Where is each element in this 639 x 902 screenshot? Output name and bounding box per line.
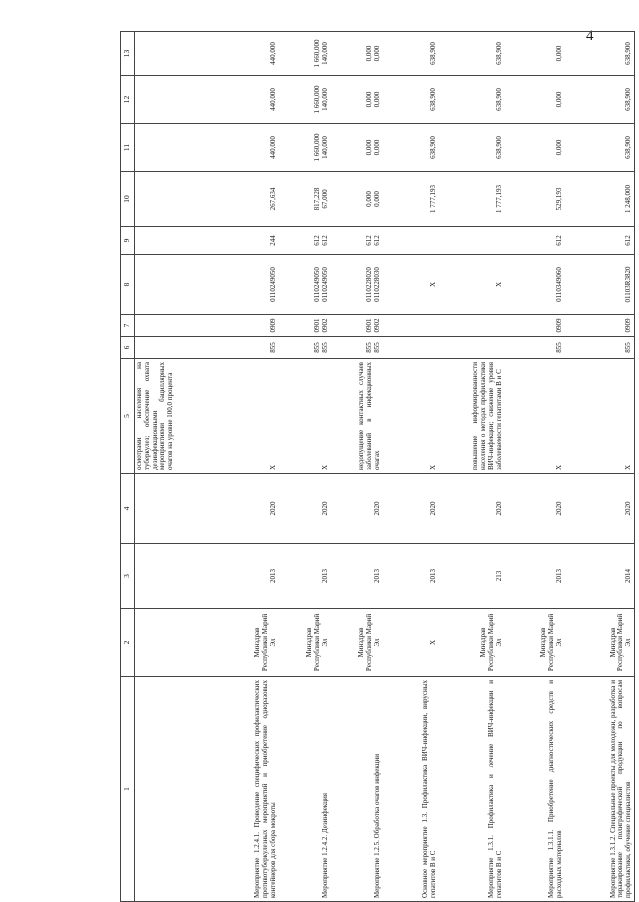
grbs-code-cell: 855 855 bbox=[279, 337, 331, 359]
grbs-code-cell bbox=[135, 337, 219, 359]
expense-type-cell bbox=[135, 227, 219, 255]
executor-cell: Минздрав Республики Марий Эл bbox=[439, 609, 505, 677]
amount-col10-cell: 1 248,000 bbox=[565, 172, 635, 227]
executor-cell bbox=[135, 609, 219, 677]
amount-col13-cell: 638,900 bbox=[383, 32, 439, 76]
amount-col13-cell: 0,000 bbox=[505, 32, 565, 76]
measure-name-cell: Основное мероприятие 1.3. Профилактика ВИЧ-инфекции, вирусных гепатитов В и С bbox=[383, 677, 439, 902]
table-row bbox=[219, 32, 279, 902]
target-article-cell: X bbox=[383, 255, 439, 315]
expense-type-cell bbox=[383, 227, 439, 255]
expense-type-cell bbox=[439, 227, 505, 255]
column-number: 10 bbox=[121, 172, 135, 227]
measure-name-cell: Мероприятие 1.3.1. Профилактика и лечение ВИЧ-инфекции и гепатитов В и С bbox=[439, 677, 505, 902]
target-article-cell: 0110249050 0110249050 bbox=[279, 255, 331, 315]
table-row bbox=[279, 32, 331, 902]
amount-col12-cell: 638,900 bbox=[565, 76, 635, 124]
column-number: 4 bbox=[121, 474, 135, 544]
target-article-cell: X bbox=[439, 255, 505, 315]
amount-col13-cell: 0,000 0,000 bbox=[331, 32, 383, 76]
amount-col11-cell bbox=[135, 124, 219, 172]
expense-type-cell: 612 bbox=[565, 227, 635, 255]
column-number: 3 bbox=[121, 544, 135, 609]
target-article-cell: 0110249050 bbox=[219, 255, 279, 315]
executor-cell: Минздрав Республики Марий Эл bbox=[565, 609, 635, 677]
amount-col13-cell bbox=[135, 32, 219, 76]
table-body bbox=[135, 32, 635, 902]
page-number: 4 bbox=[586, 28, 594, 44]
column-number: 1 bbox=[121, 677, 135, 902]
expected-result-cell: X bbox=[565, 359, 635, 474]
expected-result-cell: X bbox=[383, 359, 439, 474]
expected-result-cell: X bbox=[505, 359, 565, 474]
measure-name-cell: Мероприятие 1.2.5. Обработка очагов инфекции bbox=[331, 677, 383, 902]
amount-col13-cell: 440,000 bbox=[219, 32, 279, 76]
grbs-code-cell: 855 855 bbox=[331, 337, 383, 359]
end-year-cell bbox=[135, 474, 219, 544]
grbs-code-cell: 855 bbox=[219, 337, 279, 359]
measure-name-cell: Мероприятие 1.3.1.1. Приобретение диагностических средств и расходных материалов bbox=[505, 677, 565, 902]
rotated-table-wrapper bbox=[120, 32, 633, 902]
grbs-code-cell bbox=[383, 337, 439, 359]
table-row bbox=[439, 32, 505, 902]
start-year-cell: 2013 bbox=[383, 544, 439, 609]
amount-col12-cell: 1 660,000 140,000 bbox=[279, 76, 331, 124]
amount-col10-cell: 0,000 0,000 bbox=[331, 172, 383, 227]
amount-col12-cell: 0,000 bbox=[505, 76, 565, 124]
start-year-cell: 2013 bbox=[219, 544, 279, 609]
column-number: 8 bbox=[121, 255, 135, 315]
amount-col12-cell bbox=[135, 76, 219, 124]
measure-name-cell bbox=[135, 677, 219, 902]
target-article-cell: 0110228020 0110228030 bbox=[331, 255, 383, 315]
expense-type-cell: 612 612 bbox=[331, 227, 383, 255]
target-article-cell bbox=[135, 255, 219, 315]
executor-cell: X bbox=[383, 609, 439, 677]
end-year-cell: 2020 bbox=[439, 474, 505, 544]
end-year-cell: 2020 bbox=[505, 474, 565, 544]
section-code-cell: 0901 0902 bbox=[279, 315, 331, 337]
amount-col10-cell: 817,228 67,000 bbox=[279, 172, 331, 227]
start-year-cell: 213 bbox=[439, 544, 505, 609]
expense-type-cell: 612 612 bbox=[279, 227, 331, 255]
column-number: 12 bbox=[121, 76, 135, 124]
section-code-cell bbox=[439, 315, 505, 337]
amount-col10-cell: 529,193 bbox=[505, 172, 565, 227]
start-year-cell: 2013 bbox=[505, 544, 565, 609]
end-year-cell: 2020 bbox=[565, 474, 635, 544]
expense-type-cell: 244 bbox=[219, 227, 279, 255]
table-row bbox=[331, 32, 383, 902]
table-row bbox=[383, 32, 439, 902]
amount-col11-cell: 0,000 0,000 bbox=[331, 124, 383, 172]
measure-name-cell: Мероприятие 1.3.1.2. Специальные проекты для молодежи, разработка и тиражирование полиграфической продукции по вопросам профилактики, обучение специалистов bbox=[565, 677, 635, 902]
amount-col11-cell: 638,900 bbox=[439, 124, 505, 172]
section-code-cell: 0901 0902 bbox=[331, 315, 383, 337]
column-number: 2 bbox=[121, 609, 135, 677]
measure-name-cell: Мероприятие 1.2.4.1. Проведение специфических профилактических противотуберкулезных мероприятий и приобретение одноразовых контейнеров для сбора мокроты bbox=[219, 677, 279, 902]
end-year-cell: 2020 bbox=[331, 474, 383, 544]
column-number: 6 bbox=[121, 337, 135, 359]
start-year-cell: 2014 bbox=[565, 544, 635, 609]
table-row bbox=[565, 32, 635, 902]
executor-cell: Минздрав Республики Марий Эл bbox=[331, 609, 383, 677]
start-year-cell: 2013 bbox=[279, 544, 331, 609]
amount-col13-cell: 1 660,000 140,000 bbox=[279, 32, 331, 76]
target-article-cell: 0110349060 bbox=[505, 255, 565, 315]
amount-col12-cell: 440,000 bbox=[219, 76, 279, 124]
section-code-cell bbox=[135, 315, 219, 337]
measure-name-cell: Мероприятие 1.2.4.2. Дезинфекция bbox=[279, 677, 331, 902]
amount-col11-cell: 638,900 bbox=[383, 124, 439, 172]
end-year-cell: 2020 bbox=[383, 474, 439, 544]
amount-col13-cell: 638,900 bbox=[565, 32, 635, 76]
section-code-cell: 0909 bbox=[219, 315, 279, 337]
executor-cell: Минздрав Республики Марий Эл bbox=[219, 609, 279, 677]
amount-col11-cell: 0,000 bbox=[505, 124, 565, 172]
expected-result-cell: недопущение контактных случаев заболеваний в инфекционных очагах bbox=[331, 359, 383, 474]
column-number: 9 bbox=[121, 227, 135, 255]
column-number: 7 bbox=[121, 315, 135, 337]
amount-col10-cell bbox=[135, 172, 219, 227]
amount-col11-cell: 440,000 bbox=[219, 124, 279, 172]
section-code-cell: 0909 bbox=[505, 315, 565, 337]
expected-result-cell: осмотрами населения на туберкулез; обеспечение охвата дезинфекционными мероприятиями бациллярных очагов на уровне 100,0 процента bbox=[135, 359, 219, 474]
column-number: 13 bbox=[121, 32, 135, 76]
amount-col12-cell: 0,000 0,000 bbox=[331, 76, 383, 124]
column-number: 11 bbox=[121, 124, 135, 172]
column-number: 5 bbox=[121, 359, 135, 474]
grbs-code-cell: 855 bbox=[565, 337, 635, 359]
amount-col13-cell: 638,900 bbox=[439, 32, 505, 76]
grbs-code-cell bbox=[439, 337, 505, 359]
column-numbers-row bbox=[121, 32, 135, 902]
amount-col11-cell: 638,900 bbox=[565, 124, 635, 172]
amount-col12-cell: 638,900 bbox=[439, 76, 505, 124]
table-row bbox=[135, 32, 219, 902]
grbs-code-cell: 855 bbox=[505, 337, 565, 359]
end-year-cell: 2020 bbox=[279, 474, 331, 544]
start-year-cell: 2013 bbox=[331, 544, 383, 609]
target-article-cell: 01103R3820 bbox=[565, 255, 635, 315]
amount-col10-cell: 267,634 bbox=[219, 172, 279, 227]
executor-cell: Минздрав Республики Марий Эл bbox=[505, 609, 565, 677]
executor-cell: Минздрав Республики Марий Эл bbox=[279, 609, 331, 677]
program-measures-table bbox=[120, 31, 635, 902]
amount-col10-cell: 1 777,193 bbox=[383, 172, 439, 227]
expected-result-cell: повышение информированности населения о методах профилактики ВИЧ-инфекции; снижение уровня заболеваемости гепатитами В и С bbox=[439, 359, 505, 474]
expected-result-cell: X bbox=[279, 359, 331, 474]
amount-col10-cell: 1 777,193 bbox=[439, 172, 505, 227]
table-row bbox=[505, 32, 565, 902]
amount-col12-cell: 638,900 bbox=[383, 76, 439, 124]
section-code-cell: 0909 bbox=[565, 315, 635, 337]
start-year-cell bbox=[135, 544, 219, 609]
expense-type-cell: 612 bbox=[505, 227, 565, 255]
end-year-cell: 2020 bbox=[219, 474, 279, 544]
section-code-cell bbox=[383, 315, 439, 337]
expected-result-cell: X bbox=[219, 359, 279, 474]
amount-col11-cell: 1 660,000 140,000 bbox=[279, 124, 331, 172]
